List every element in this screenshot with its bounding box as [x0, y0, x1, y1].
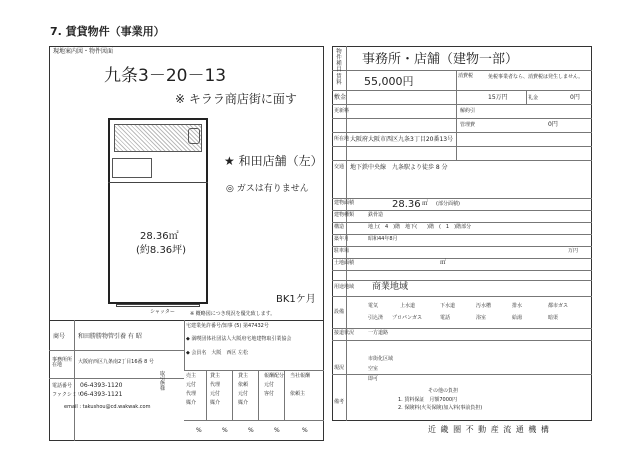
built-label: 築年月 [334, 236, 350, 242]
fax-number: 06-4393-1121 [80, 391, 123, 398]
fax-label: ファクシミリ [52, 392, 82, 398]
status-d-2: 客付 [264, 391, 275, 397]
percent-0: % [196, 427, 202, 434]
zone-label: 用途地域 [334, 284, 355, 290]
other-1: 1. 賃料保証 月額7000円 [398, 397, 458, 403]
cancel-label: 解約引 [460, 108, 476, 114]
floor-plan [108, 118, 208, 314]
city-label: 市街化区域 [368, 356, 394, 362]
status-c-3: 媒介 [238, 400, 249, 406]
area-unit: ㎡ [422, 200, 429, 207]
parking-label: 駐車場 [334, 248, 350, 254]
status-b-3: 媒介 [210, 400, 221, 406]
office-addr-label: 事務所所在地 [52, 357, 73, 368]
floor-area: 28.36㎡ [140, 231, 179, 242]
traffic-value: 地下鉄中央線 九条駅より徒歩 8 分 [350, 164, 448, 171]
status-c-1: 依頼 [238, 382, 249, 388]
key-money-value: 0円 [570, 94, 580, 101]
trade-name: 和田勝勝物管引養 有 昭 [78, 333, 142, 340]
footer-org: 近 畿 圏 不 動 産 流 通 機 構 [428, 425, 550, 434]
present-1: 即可 [368, 376, 379, 382]
tel-label: 電話番号 [52, 383, 73, 389]
fac-1-0: 電気 [368, 303, 379, 309]
shutter-label: シャッター [150, 309, 175, 315]
status-d-0: 報酬配分 [264, 373, 285, 379]
mgmt-label: 管理費 [460, 122, 476, 128]
status-c-0: 貸主 [238, 373, 249, 379]
status-a-3: 媒介 [186, 400, 197, 406]
location-label: 所在地 [334, 136, 350, 142]
area-value: 28.36 [392, 199, 421, 210]
coverage-value: 一方道路 [368, 330, 389, 336]
association-2: ◆ 会員名 大阪 西区 左松 [186, 350, 249, 356]
address-heading: 九条3－20－13 [104, 66, 227, 86]
status-c-2: 元付 [238, 391, 249, 397]
percent-4: % [302, 427, 308, 434]
fac-2-3: 浴室 [476, 315, 487, 321]
status-b-1: 代理 [210, 382, 221, 388]
tax-label: 消費税 [458, 73, 474, 79]
usage-value: 鉄骨造 [368, 212, 384, 218]
present-0: 空室 [368, 366, 379, 372]
status-b-2: 元付 [210, 391, 221, 397]
status-a-0: 売主 [186, 373, 197, 379]
trade-label: 商号 [53, 333, 66, 340]
land-label: 土地面積 [334, 260, 355, 266]
section-title: 7. 賃貸物件（事業用） [50, 25, 165, 38]
parking-yen: 万円 [568, 248, 579, 254]
facility-label: 設備 [334, 309, 345, 315]
other-label: その他の負担 [428, 388, 459, 394]
fac-2-4: 給湯 [512, 315, 523, 321]
deposit-value: 15万円 [488, 94, 508, 101]
tax-note: 免税事業者なら、消費税は発生しません。 [488, 74, 584, 80]
fac-1-5: 都市ガス [548, 303, 569, 309]
struct-value: 地上( 4 )階 地下( )階 ( 1 )階部分 [368, 224, 472, 230]
fac-2-2: 電話 [440, 315, 451, 321]
fac-2-5: 暗渠 [548, 315, 559, 321]
floor-tsubo: (約8.36坪) [136, 245, 187, 256]
percent-1: % [222, 427, 228, 434]
status-head-0: 取引態様 [160, 371, 166, 392]
license-number: 宅建業免許番号/知事 (5) 第47432号 [186, 323, 269, 329]
zone-value: 商業地域 [372, 282, 409, 292]
rent-months: BK1ケ月 [276, 294, 316, 305]
fac-2-0: 引込済 [368, 315, 384, 321]
percent-2: % [248, 427, 254, 434]
office-address: 大阪府西区九条南2丁目16番 8 号 [78, 359, 154, 365]
location-value: 大阪府大阪市西区九条3丁目20番13号 [350, 136, 454, 143]
status-a-2: 代理 [186, 391, 197, 397]
fac-1-1: 上水道 [400, 303, 416, 309]
status-d-1: 元付 [264, 382, 275, 388]
renew-label: 更新料 [334, 108, 350, 114]
area-label: 建物面積 [334, 200, 355, 206]
land-unit: ㎡ [440, 259, 447, 266]
traffic-label: 交通 [334, 164, 345, 170]
broker-email: email : takushou@cd.wakwak.com [64, 404, 151, 410]
map-label: 現地案内図・物件図面 [53, 48, 114, 55]
status-h-1: 当社報酬 [290, 373, 311, 379]
gas-note: ◎ ガスは有りません [226, 184, 309, 194]
tel-number: 06-4393-1120 [80, 382, 123, 389]
remarks-label: 備考 [334, 399, 345, 405]
percent-3: % [274, 427, 280, 434]
coverage-label: 接道状況 [334, 330, 355, 336]
property-type: 事務所・店舗（建物一部） [362, 52, 519, 67]
association-1: ◆ 満喫団体社団法人大阪府宅地建物取引業協会 [186, 336, 292, 342]
status-a-1: 元付 [186, 382, 197, 388]
built-value: 昭和44年8月 [368, 236, 398, 242]
mgmt-value: 0円 [548, 121, 558, 128]
store-name: ★ 和田店舗（左） [224, 154, 323, 168]
usage-label: 建物種類 [334, 212, 355, 218]
fac-1-2: 下水道 [440, 303, 456, 309]
rent-label: 賃料 [336, 74, 342, 86]
present-label: 現況 [334, 365, 345, 371]
map-note: ※ 概略図につき現況を優先致します。 [190, 311, 276, 317]
key-money-label: 礼金 [528, 95, 539, 101]
struct-label: 構造 [334, 224, 345, 230]
type-label: 物件種目 [336, 49, 342, 73]
other-2: 2. 保険料(火災保険)加入料(事前負担) [398, 405, 483, 411]
fac-2-1: プロパンガス [392, 315, 423, 321]
status-b-0: 貸主 [210, 373, 221, 379]
status-h-2: 依頼主 [290, 391, 306, 397]
rent-value: 55,000円 [364, 75, 414, 88]
deposit-label: 敷金 [334, 94, 347, 101]
area-note: (部分面積) [436, 201, 460, 207]
fac-1-3: 汚水槽 [476, 303, 492, 309]
kirara-note: ※ キララ商店街に面す [175, 92, 297, 106]
fac-1-4: 排水 [512, 303, 523, 309]
